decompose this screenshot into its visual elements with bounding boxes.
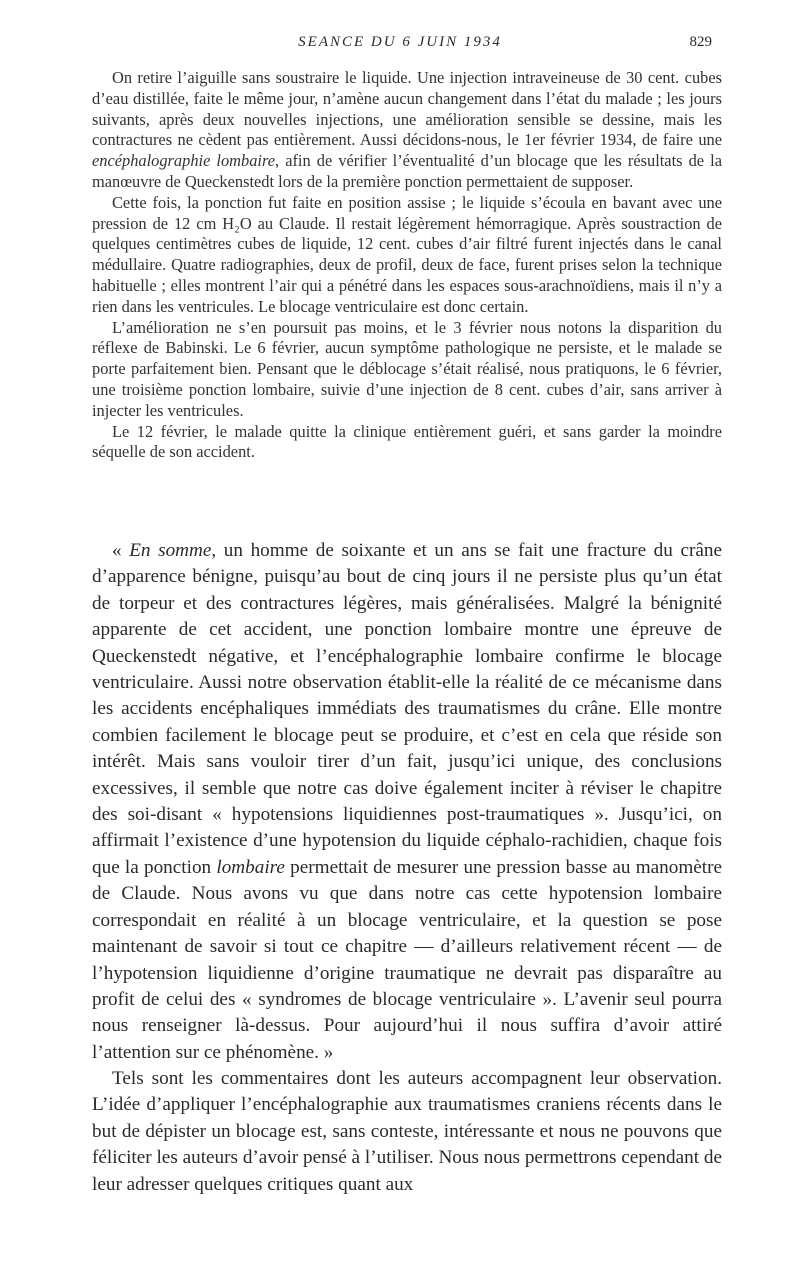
paragraph-2: Cette fois, la ponction fut faite en position assise ; le liquide s’écoula en bavant avec une pression de 12 cm H₂O au Claude. Il restait légèrement hémorragique. Après soustraction de quelques centimètres cubes de liquide, 12 cent. cubes d’air filtré furent injectés dans le canal médullaire. Quatre radiographies, deux de profil, deux de face, furent prises selon la technique habituelle ; elles montrent l’air qui a pénétré dans les espaces sous-arachnoïdiens, mais il n’y a rien dans les ventricules. Le blocage ventriculaire est donc certain.	[92, 192, 722, 316]
paragraph-3: L’amélioration ne s’en poursuit pas moins, et le 3 février nous notons la disparition du réflexe de Babinski. Le 6 février, aucun symptôme pathologique ne persiste, et le malade se porte parfaitement bien. Pensant que le déblocage s’était réalisé, nous pratiquons, le 6 février, une troisième ponction lombaire, suivie d’une injection de 8 cent. cubes d’air, sans arriver à injecter les ventricules.	[92, 317, 722, 420]
text-run: , un homme de soixante et un ans se fait une fracture du crâne d’apparence bénigne, puisqu’au bout de cinq jours il ne persiste plus qu’un état de torpeur et des contractures légères, mais généralisées. Malgré la bénignité apparente de cet accident, une ponction lombaire montre une épreuve de Queckenstedt négative, et l’encéphalographie lombaire confirme le blocage ventriculaire. Aussi notre observation établit-elle la réalité de ce mécanisme dans les accidents encéphaliques immédiats des traumatismes du crâne. Elle montre combien facilement le blocage peut se produire, et c’est en cela que réside son intérêt. Mais sans vouloir tirer d’un fait, jusqu’ici unique, des conclusions excessives, il semble que notre cas doive également inciter à réviser le chapitre des soi-disant « hypotensions liquidiennes post-traumatiques ». Jusqu’ici, on affirmait l’existence d’une hypotension du liquide céphalo-rachidien, chaque fois que la ponction	[92, 540, 722, 878]
case-report-section	[92, 68, 722, 463]
summary-quote-section	[92, 538, 722, 1066]
italic-term: En somme	[129, 540, 212, 561]
text-run: permettait de mesurer une pression basse au manomètre de Claude. Nous avons vu que dans notre cas cette hypotension lombaire correspondait en réalité à un blocage ventriculaire, et la question se pose maintenant de savoir si tout ce chapitre — d’ailleurs relativement récent — de l’hypotension liquidienne d’origine traumatique ne devrait pas disparaître au profit de celui des « syndromes de blocage ventriculaire ». L’avenir seul pourra nous renseigner là-dessus. Pour aujourd’hui il nous suffira d’avoir attiré l’attention sur ce phénomène. »	[92, 856, 722, 1063]
paragraph-4: Le 12 février, le malade quitte la clinique entièrement guéri, et sans garder la moindre séquelle de son accident.	[92, 421, 722, 462]
page-header	[0, 34, 800, 58]
paragraph-5	[92, 538, 722, 1066]
text-run: On retire l’aiguille sans soustraire le liquide. Une injection intraveineuse de 30 cent. cubes d’eau distillée, faite le même jour, n’amène aucun changement dans l’état du malade ; les jours suivants, après deux nouvelles injections, une amélioration sensible se dessine, mais les contractures ne cèdent pas entièrement. Aussi décidons-nous, le 1er février 1934, de faire une	[92, 68, 722, 150]
italic-term: lombaire	[216, 856, 285, 878]
paragraph-6: Tels sont les commentaires dont les auteurs accompagnent leur observation. L’idée d’appliquer l’encéphalographie aux traumatismes craniens récents dans le but de dépister un blocage est, sans conteste, intéressante et nous ne pouvons que féliciter les auteurs d’avoir pensé à l’utiliser. Nous nous permettrons cependant de leur adresser quelques critiques quant aux	[92, 1068, 722, 1195]
running-title: SEANCE DU 6 JUIN 1934	[298, 34, 502, 50]
text-run: , afin de vérifier l’éventualité d’un blocage que les résultats de la manœuvre de Queckenstedt lors de la première ponction permettaient de supposer.	[92, 151, 722, 191]
commentary-section	[92, 1066, 722, 1198]
paragraph-1	[92, 68, 722, 193]
quote-mark: «	[112, 540, 130, 561]
italic-term: encéphalographie lombaire	[92, 151, 276, 171]
page-number: 829	[689, 34, 712, 50]
